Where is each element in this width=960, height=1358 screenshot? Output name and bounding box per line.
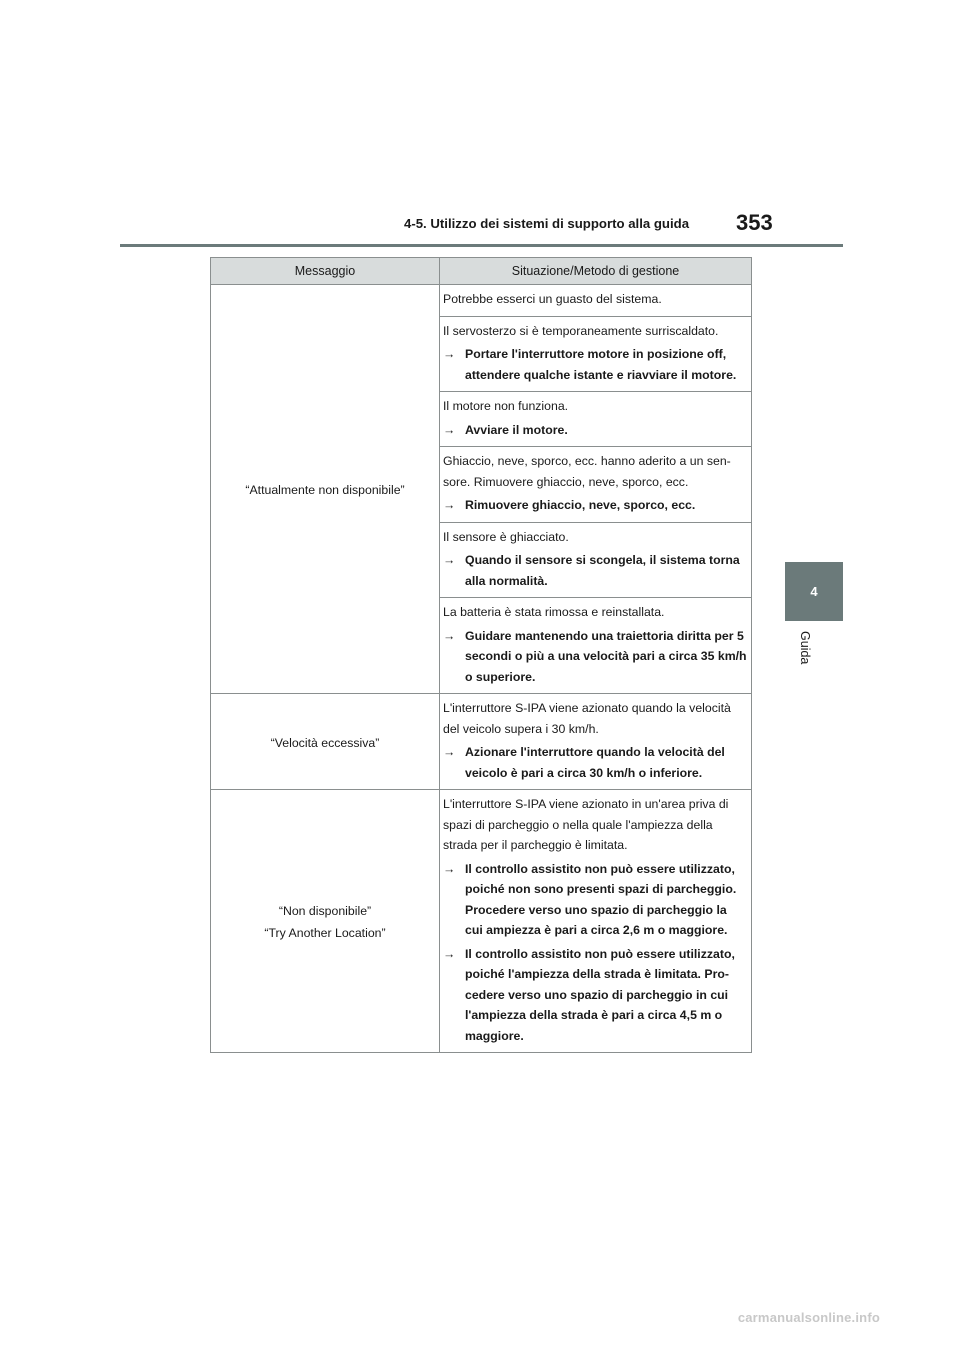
arrow-icon: → — [443, 498, 456, 512]
arrow-icon: → — [443, 347, 456, 361]
action-text: Il controllo assistito non può essere utilizzato, poiché l'ampiezza della strada è limitata. Pro-cedere verso uno spazio di parcheggio in cui l'ampiezza della strada è pari a circa 4,5 m o maggiore. — [465, 946, 735, 1043]
situation-text: Il motore non funziona. — [443, 399, 569, 413]
situation-cell — [440, 285, 752, 317]
action-text: Avviare il motore. — [465, 422, 568, 437]
section-title: 4-5. Utilizzo dei sistemi di supporto alla guida — [404, 216, 690, 231]
action-text: Azionare l'interruttore quando la velocità del veicolo è pari a circa 30 km/h o inferiore. — [465, 745, 725, 780]
arrow-icon: → — [443, 553, 456, 567]
watermark: carmanualsonline.info — [737, 1310, 880, 1325]
action-item — [443, 944, 747, 1047]
message-text: “Velocità eccessiva” — [270, 735, 380, 750]
column-header-message: Messaggio — [211, 258, 440, 285]
situation-cell — [440, 790, 752, 1053]
table-row — [211, 790, 752, 1053]
arrow-icon: → — [443, 628, 456, 643]
situation-text: L'interruttore S-IPA viene azionato in un'area priva di spazi di parcheggio o nella quale l'ampiezza della strada per il parcheggio è limitata. — [443, 797, 729, 852]
column-header-situation: Situazione/Metodo di gestione — [440, 258, 752, 285]
table-header-row — [211, 258, 752, 285]
action-item — [443, 344, 747, 385]
situation-cell — [440, 522, 752, 598]
action-text: Portare l'interruttore motore in posizione off, attendere qualche istante e riavviare il motore. — [465, 347, 737, 382]
action-text: Rimuovere ghiaccio, neve, sporco, ecc. — [465, 498, 696, 512]
action-item — [443, 859, 747, 941]
message-cell — [211, 694, 440, 790]
page-number: 353 — [736, 210, 773, 235]
chapter-tab — [785, 562, 843, 621]
message-text: “Non disponibile” — [278, 904, 372, 918]
arrow-icon: → — [443, 861, 456, 876]
action-text: Guidare mantenendo una traiettoria diritta per 5 secondi o più a una velocità pari a circa 35 km/h o superiore. — [465, 628, 747, 684]
arrow-icon: → — [443, 745, 456, 759]
action-item — [443, 420, 747, 441]
table-row — [211, 694, 752, 790]
action-item — [443, 550, 747, 591]
action-item — [443, 626, 747, 688]
arrow-icon: → — [443, 422, 456, 437]
action-text: Il controllo assistito non può essere utilizzato, poiché non sono presenti spazi di parcheggio. Procedere verso uno spazio di parcheggio la cui ampiezza è pari a circa 2,6 m o maggiore. — [465, 861, 737, 937]
action-text: Quando il sensore si scongela, il sistema torna alla normalità. — [465, 553, 740, 588]
message-cell — [211, 285, 440, 694]
action-item — [443, 495, 747, 516]
message-table — [210, 257, 752, 1053]
message-cell — [211, 790, 440, 1053]
action-item — [443, 742, 747, 783]
situation-cell — [440, 316, 752, 392]
situation-text: Ghiaccio, neve, sporco, ecc. hanno aderito a un sen-sore. Rimuovere ghiaccio, neve, sporco, ecc. — [443, 454, 731, 489]
table-row — [211, 285, 752, 317]
situation-cell — [440, 447, 752, 523]
chapter-number: 4 — [810, 584, 818, 599]
arrow-icon: → — [443, 946, 456, 961]
situation-cell — [440, 694, 752, 790]
situation-text: L'interruttore S-IPA viene azionato quando la velocità del veicolo supera i 30 km/h. — [443, 701, 731, 736]
message-text: “Attualmente non disponibile” — [245, 483, 405, 497]
chapter-label: Guida — [798, 631, 812, 665]
message-text: “Try Another Location” — [264, 926, 386, 940]
situation-text: Il servosterzo si è temporaneamente surriscaldato. — [443, 323, 719, 338]
situation-cell — [440, 392, 752, 447]
situation-cell — [440, 598, 752, 694]
header-rule — [120, 244, 843, 247]
situation-text: Il sensore è ghiacciato. — [443, 529, 569, 544]
situation-text: La batteria è stata rimossa e reinstallata. — [443, 605, 665, 619]
situation-text: Potrebbe esserci un guasto del sistema. — [443, 292, 662, 306]
